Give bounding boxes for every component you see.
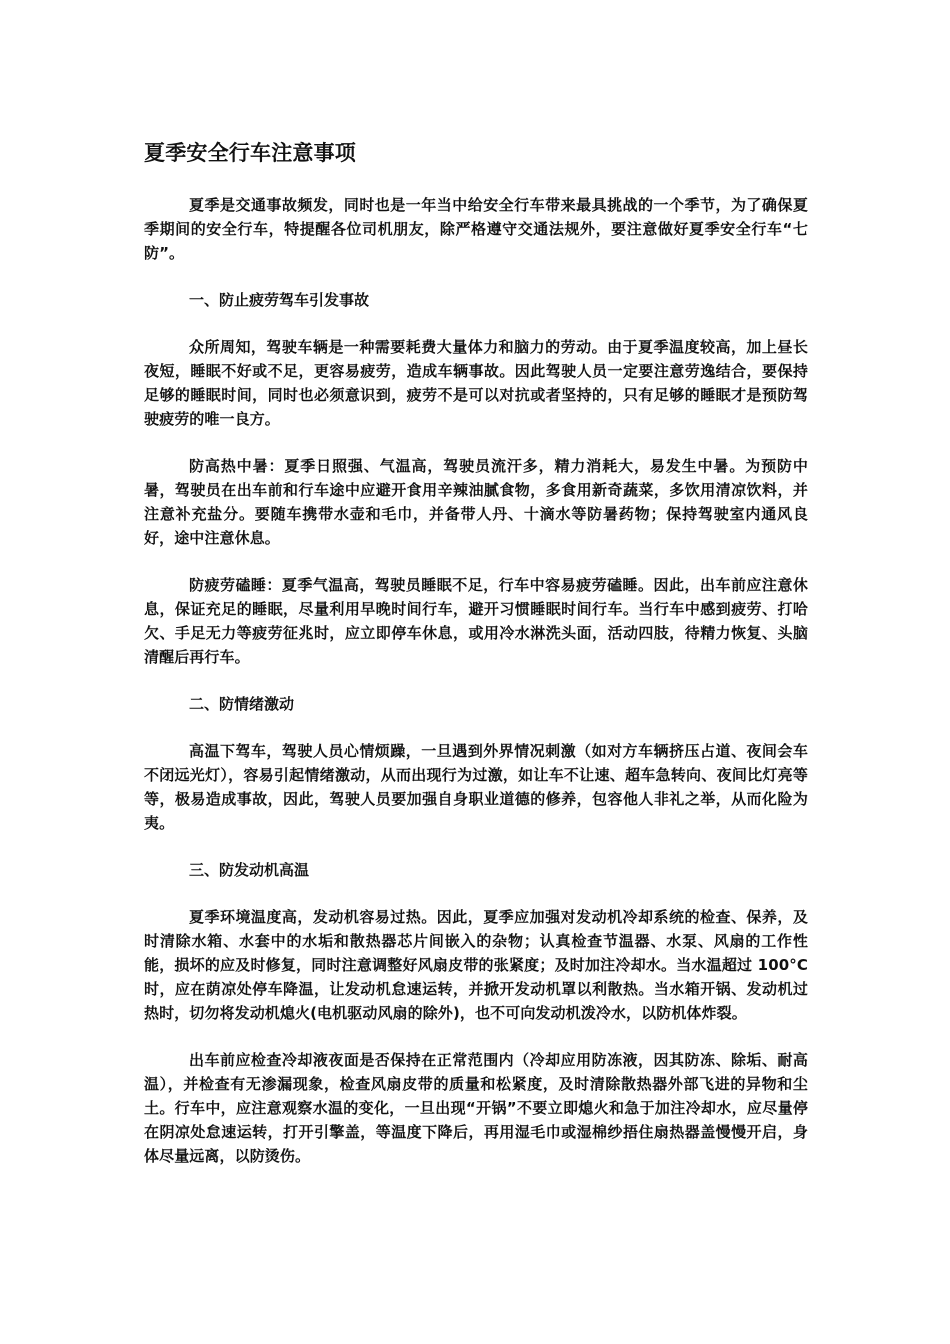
- section-emotion: [144, 692, 808, 835]
- section-paragraph: 高温下驾车，驾驶人员心情烦躁，一旦遇到外界情况刺激（如对方车辆挤压占道、夜间会车不闭远光灯），容易引起情绪激动，从而出现行为过激，如让车不让速、超车急转向、夜间比灯亮等等，极易造成事故，因此，驾驶人员要加强自身职业道德的修养，包容他人非礼之举，从而化险为夷。: [144, 742, 808, 832]
- section-paragraph: 夏季环境温度高，发动机容易过热。因此，夏季应加强对发动机冷却系统的检查、保养，及时清除水箱、水套中的水垢和散热器芯片间嵌入的杂物；认真检查节温器、水泵、风扇的工作性能，损坏的应及时修复，同时注意调整好风扇皮带的张紧度；及时加注冷却水。当水温超过 100°C时，应在荫凉处停车降温，让发动机怠速运转，并掀开发动机罩以利散热。当水箱开锅、发动机过热时，切勿将发动机熄火(电机驱动风扇的除外)，也不可向发动机泼冷水，以防机体炸裂。: [144, 908, 808, 1022]
- document-title: 夏季安全行车注意事项: [144, 141, 356, 165]
- intro-paragraph: 夏季是交通事故频发，同时也是一年当中给安全行车带来最具挑战的一个季节，为了确保夏季期间的安全行车，特提醒各位司机朋友，除严格遵守交通法规外，要注意做好夏季安全行车“七防”。: [144, 196, 808, 262]
- document-page: [144, 140, 808, 1191]
- section-heading: 三、防发动机高温: [189, 861, 310, 879]
- section-engine-heat: [144, 858, 808, 1168]
- section-paragraph: 防高热中暑：夏季日照强、气温高，驾驶员流汗多，精力消耗大，易发生中暑。为预防中暑，驾驶员在出车前和行车途中应避开食用辛辣油腻食物，多食用新奇蔬菜，多饮用清凉饮料，并注意补充盐分。要随车携带水壶和毛巾，并备带人丹、十滴水等防暑药物；保持驾驶室内通风良好，途中注意休息。: [144, 457, 808, 547]
- section-heading: 二、防情绪激动: [189, 695, 295, 713]
- section-heading: 一、防止疲劳驾车引发事故: [189, 291, 370, 309]
- section-paragraph: 众所周知，驾驶车辆是一种需要耗费大量体力和脑力的劳动。由于夏季温度较高，加上昼长夜短，睡眠不好或不足，更容易疲劳，造成车辆事故。因此驾驶人员一定要注意劳逸结合，要保持足够的睡眠时间，同时也必须意识到，疲劳不是可以对抗或者坚持的，只有足够的睡眠才是预防驾驶疲劳的唯一良方。: [144, 338, 808, 428]
- section-paragraph: 防疲劳磕睡：夏季气温高，驾驶员睡眠不足，行车中容易疲劳磕睡。因此，出车前应注意休息，保证充足的睡眠，尽量利用早晚时间行车，避开习惯睡眠时间行车。当行车中感到疲劳、打哈欠、手足无力等疲劳征兆时，应立即停车休息，或用冷水淋洗头面，活动四肢，待精力恢复、头脑清醒后再行车。: [144, 576, 808, 666]
- section-fatigue: [144, 288, 808, 669]
- section-paragraph: 出车前应检查冷却液夜面是否保持在正常范围内（冷却应用防冻液，因其防冻、除垢、耐高温），并检查有无渗漏现象，检查风扇皮带的质量和松紧度，及时清除散热器外部飞进的异物和尘土。行车中，应注意观察水温的变化，一旦出现“开锅”不要立即熄火和急于加注冷却水，应尽量停在阴凉处怠速运转，打开引擎盖，等温度下降后，再用湿毛巾或湿棉纱捂住扇热器盖慢慢开启，身体尽量远离，以防烫伤。: [144, 1051, 808, 1165]
